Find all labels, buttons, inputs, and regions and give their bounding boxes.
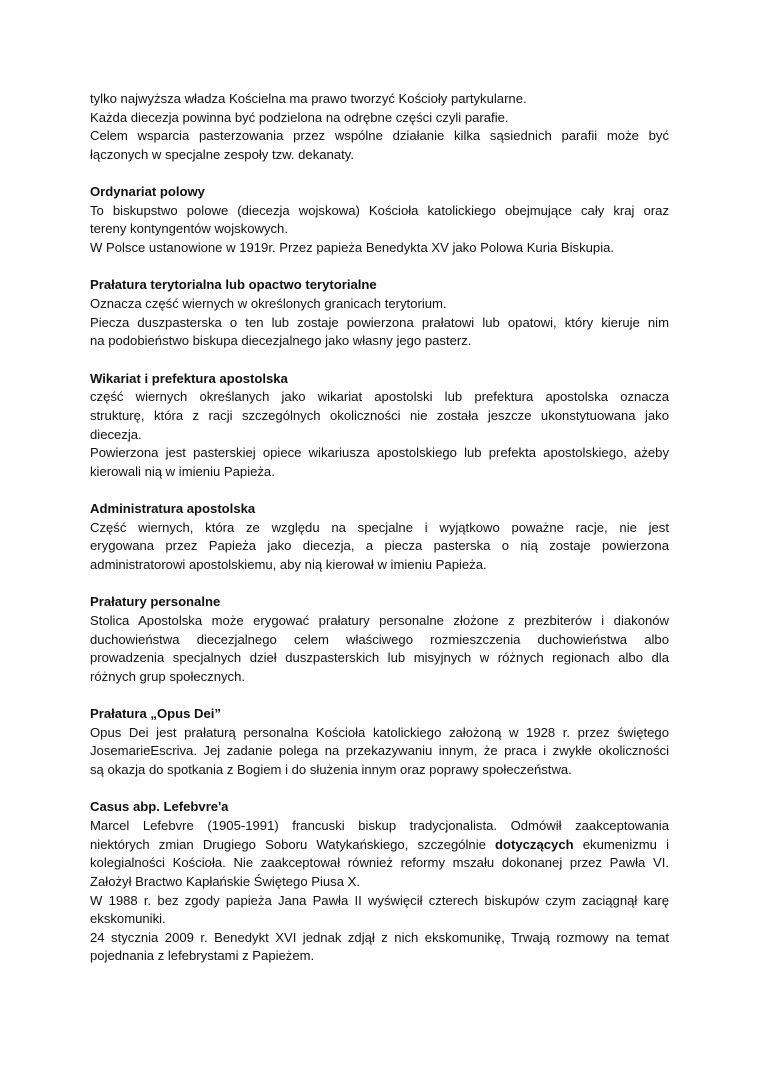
section [90,370,669,482]
text-run: ekumenizmu i [573,836,669,852]
text-line: ekskomuniki. [90,911,166,927]
section [90,500,669,575]
section-heading: Prałatura „Opus Dei” [90,706,221,722]
text-line: Piecza duszpasterska o ten lub zostaje powierzona prałatowi lub opatowi, który kieruje nim [90,314,669,330]
text-line: Opus Dei jest prałaturą personalna Kościoła katolickiego założoną w 1928 r. przez świętego [90,724,669,740]
text-line: Marcel Lefebvre (1905-1991) francuski biskup tradycjonalista. Odmówił zaakceptowania [90,817,669,833]
intro-paragraph [90,90,669,165]
text-line: Stolica Apostolska może erygować prałatury personalne złożone z prezbiterów i diakonów [90,612,669,628]
paragraph-spacer [90,258,669,277]
paragraph-spacer [90,575,669,594]
text-line: Część wiernych, która ze względu na specjalne i wyjątkowo poważne racje, nie jest [90,519,669,535]
text-line: duchowieństwa diecezjalnego celem właściwego rozmieszczenia duchowieństwa albo [90,631,669,647]
document-page [90,90,669,966]
text-line: pojednania z lefebrystami z Papieżem. [90,948,315,964]
section [90,705,669,780]
paragraph-spacer [90,165,669,184]
section [90,183,669,258]
text-line: Każda diecezja powinna być podzielona na odrębne części czyli parafie. [90,109,509,125]
text-line: W 1988 r. bez zgody papieża Jana Pawła II wyświęcił czterech biskupów czym zaciągnął karę [90,892,669,908]
text-line: erygowana przez Papieża jako diecezja, a piecza pasterska o nią zostaje powierzona [90,538,669,554]
text-line: na podobieństwo biskupa diecezjalnego jako własny jego pasterz. [90,333,472,349]
text-line: W Polsce ustanowione w 1919r. Przez papieża Benedykta XV jako Polowa Kuria Biskupia. [90,240,615,256]
text-line: strukturę, która z racji szczególnych okoliczności nie została jeszcze ukonstytuowana jako [90,407,669,423]
text-line: 24 stycznia 2009 r. Benedykt XVI jednak zdjął z nich ekskomunikę, Trwają rozmowy na temat [90,929,669,945]
text-line: kolegialności Kościoła. Nie zaakceptował również reformy mszału dokonanej przez Pawła VI. [90,855,669,871]
paragraph-spacer [90,481,669,500]
text-line: tylko najwyższa władza Kościelna ma prawo tworzyć Kościoły partykularne. [90,91,527,106]
section-heading: Prałatury personalne [90,594,221,610]
section-heading: Casus abp. Lefebvre'a [90,799,229,815]
text-line: prowadzenia specjalnych dzieł duszpasterskich lub misyjnych w różnych regionach albo dla [90,650,669,666]
text-line [90,836,669,855]
bold-text-run: dotyczących [495,836,574,852]
section [90,276,669,351]
text-line: różnych grup społecznych. [90,668,246,684]
section-heading: Administratura apostolska [90,501,256,517]
section-heading: Wikariat i prefektura apostolska [90,370,288,386]
paragraph-spacer [90,687,669,706]
text-line: są okazja do spotkania z Bogiem i do służenia innym oraz poprawy społeczeństwa. [90,762,572,778]
text-line: administratorowi apostolskiemu, aby nią kierował w imieniu Papieża. [90,557,487,573]
section [90,798,669,966]
text-line: Powierzona jest pasterskiej opiece wikariusza apostolskiego lub prefekta apostolskiego, ażeby [90,445,669,461]
text-line: część wiernych określanych jako wikariat apostolski lub prefektura apostolska oznacza [90,389,669,405]
section-heading: Prałatura terytorialna lub opactwo terytorialne [90,277,377,293]
paragraph-spacer [90,351,669,370]
text-line: Celem wsparcia pasterzowania przez wspólne działanie kilka sąsiednich parafii może być [90,128,669,144]
text-line: łączonych w specjalne zespoły tzw. dekanaty. [90,146,354,162]
text-line: tereny kontyngentów wojskowych. [90,221,288,237]
text-line: JosemarieEscriva. Jej zadanie polega na przekazywaniu innym, że praca i zwykłe okoliczności [90,743,669,759]
text-line: To biskupstwo polowe (diecezja wojskowa) Kościoła katolickiego obejmujące cały kraj oraz [90,202,669,218]
paragraph-spacer [90,780,669,799]
text-line: kierowali nią w imieniu Papieża. [90,463,275,479]
text-line: Założył Bractwo Kapłańskie Świętego Piusa X. [90,873,361,889]
section [90,593,669,686]
section-heading: Ordynariat polowy [90,184,205,200]
text-run: niektórych zmian Drugiego Soboru Watykańskiego, szczególnie [90,836,496,852]
text-line: Oznacza część wiernych w określonych granicach terytorium. [90,296,447,312]
text-line: diecezja. [90,426,142,442]
